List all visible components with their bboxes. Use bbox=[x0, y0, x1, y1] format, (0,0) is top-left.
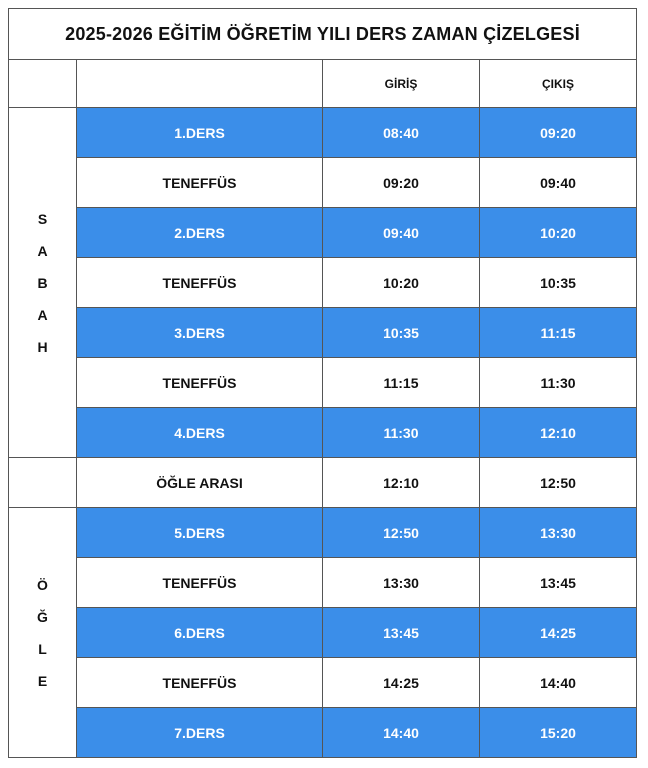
entry-time: 09:40 bbox=[323, 208, 480, 258]
schedule-table bbox=[8, 8, 637, 758]
table-row bbox=[9, 608, 637, 658]
exit-time: 10:20 bbox=[480, 208, 637, 258]
exit-time: 11:15 bbox=[480, 308, 637, 358]
section-letter: Ğ bbox=[37, 608, 48, 625]
row-label: TENEFFÜS bbox=[77, 658, 323, 708]
entry-time: 13:45 bbox=[323, 608, 480, 658]
section-letter: S bbox=[37, 210, 48, 227]
entry-time: 10:20 bbox=[323, 258, 480, 308]
row-label: 2.DERS bbox=[77, 208, 323, 258]
table-row bbox=[9, 358, 637, 408]
entry-time: 11:30 bbox=[323, 408, 480, 458]
section-afternoon bbox=[9, 508, 77, 758]
exit-time: 12:50 bbox=[480, 458, 637, 508]
header-empty-label bbox=[77, 60, 323, 108]
row-label: 4.DERS bbox=[77, 408, 323, 458]
table-row bbox=[9, 158, 637, 208]
column-header-exit: ÇIKIŞ bbox=[480, 60, 637, 108]
exit-time: 14:25 bbox=[480, 608, 637, 658]
exit-time: 10:35 bbox=[480, 258, 637, 308]
row-label: 3.DERS bbox=[77, 308, 323, 358]
exit-time: 09:40 bbox=[480, 158, 637, 208]
table-row bbox=[9, 308, 637, 358]
section-letter: A bbox=[37, 242, 48, 259]
exit-time: 14:40 bbox=[480, 658, 637, 708]
row-label: TENEFFÜS bbox=[77, 158, 323, 208]
row-label: 7.DERS bbox=[77, 708, 323, 758]
row-label: 5.DERS bbox=[77, 508, 323, 558]
exit-time: 13:30 bbox=[480, 508, 637, 558]
header-row bbox=[9, 60, 637, 108]
entry-time: 09:20 bbox=[323, 158, 480, 208]
row-label: ÖĞLE ARASI bbox=[77, 458, 323, 508]
section-letter: L bbox=[38, 640, 47, 657]
section-letter: H bbox=[37, 338, 48, 355]
table-row bbox=[9, 558, 637, 608]
section-letter: B bbox=[37, 274, 48, 291]
entry-time: 10:35 bbox=[323, 308, 480, 358]
exit-time: 11:30 bbox=[480, 358, 637, 408]
table-row bbox=[9, 408, 637, 458]
row-label: 1.DERS bbox=[77, 108, 323, 158]
table-row bbox=[9, 708, 637, 758]
table-row bbox=[9, 208, 637, 258]
row-label: 6.DERS bbox=[77, 608, 323, 658]
entry-time: 14:25 bbox=[323, 658, 480, 708]
title-row bbox=[9, 9, 637, 60]
section-letter: E bbox=[37, 672, 48, 689]
entry-time: 11:15 bbox=[323, 358, 480, 408]
entry-time: 12:50 bbox=[323, 508, 480, 558]
exit-time: 15:20 bbox=[480, 708, 637, 758]
entry-time: 12:10 bbox=[323, 458, 480, 508]
section-empty bbox=[9, 458, 77, 508]
table-row bbox=[9, 658, 637, 708]
exit-time: 09:20 bbox=[480, 108, 637, 158]
section-morning bbox=[9, 108, 77, 458]
entry-time: 08:40 bbox=[323, 108, 480, 158]
page-title: 2025-2026 EĞİTİM ÖĞRETİM YILI DERS ZAMAN ÇİZELGESİ bbox=[9, 9, 637, 60]
column-header-entry: GİRİŞ bbox=[323, 60, 480, 108]
exit-time: 13:45 bbox=[480, 558, 637, 608]
entry-time: 13:30 bbox=[323, 558, 480, 608]
section-letter: A bbox=[37, 306, 48, 323]
header-empty-section bbox=[9, 60, 77, 108]
table-row bbox=[9, 108, 637, 158]
entry-time: 14:40 bbox=[323, 708, 480, 758]
row-label: TENEFFÜS bbox=[77, 558, 323, 608]
table-row bbox=[9, 258, 637, 308]
exit-time: 12:10 bbox=[480, 408, 637, 458]
section-letter: Ö bbox=[37, 576, 48, 593]
row-label: TENEFFÜS bbox=[77, 258, 323, 308]
table-row bbox=[9, 458, 637, 508]
row-label: TENEFFÜS bbox=[77, 358, 323, 408]
table-row bbox=[9, 508, 637, 558]
